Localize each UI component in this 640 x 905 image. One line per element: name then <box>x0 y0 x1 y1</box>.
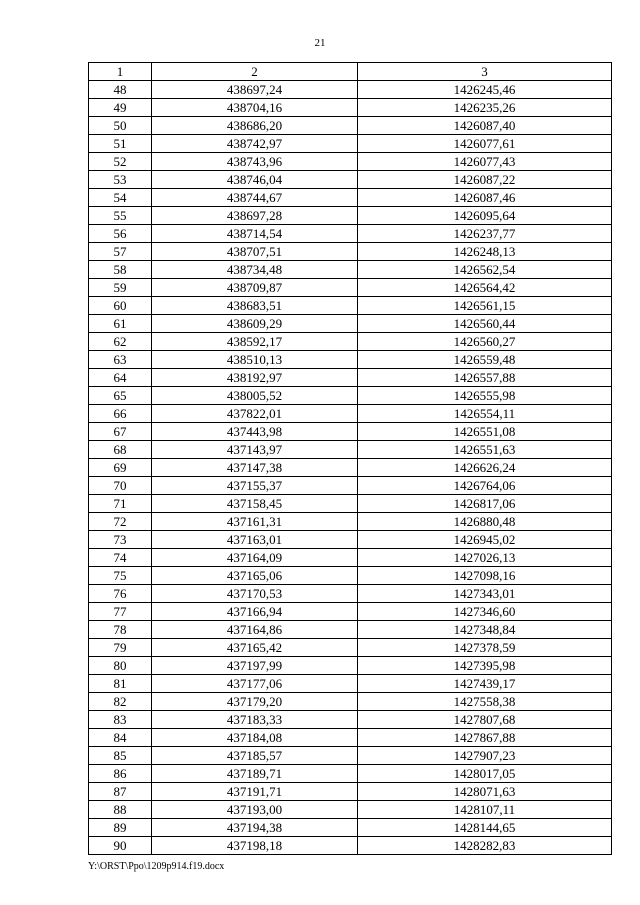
page-number: 21 <box>314 37 326 49</box>
row-number-cell: 52 <box>89 153 152 171</box>
table-row <box>89 477 612 495</box>
table-row <box>89 117 612 135</box>
row-number-cell: 87 <box>89 783 152 801</box>
x-coordinate-cell: 438744,67 <box>152 189 358 207</box>
row-number-cell: 48 <box>89 81 152 99</box>
x-coordinate-cell: 438510,13 <box>152 351 358 369</box>
table-row <box>89 441 612 459</box>
y-coordinate-cell: 1426237,77 <box>358 225 612 243</box>
column-header-3: 3 <box>358 63 612 81</box>
y-coordinate-cell: 1427098,16 <box>358 567 612 585</box>
y-coordinate-cell: 1426561,15 <box>358 297 612 315</box>
y-coordinate-cell: 1426554,11 <box>358 405 612 423</box>
table-row <box>89 693 612 711</box>
row-number-cell: 90 <box>89 837 152 855</box>
row-number-cell: 71 <box>89 495 152 513</box>
y-coordinate-cell: 1426087,22 <box>358 171 612 189</box>
table-row <box>89 819 612 837</box>
table-body <box>89 81 612 855</box>
x-coordinate-cell: 437165,06 <box>152 567 358 585</box>
x-coordinate-cell: 437161,31 <box>152 513 358 531</box>
row-number-cell: 61 <box>89 315 152 333</box>
y-coordinate-cell: 1426764,06 <box>358 477 612 495</box>
row-number-cell: 49 <box>89 99 152 117</box>
x-coordinate-cell: 438005,52 <box>152 387 358 405</box>
x-coordinate-cell: 438743,96 <box>152 153 358 171</box>
row-number-cell: 80 <box>89 657 152 675</box>
y-coordinate-cell: 1427867,88 <box>358 729 612 747</box>
table-row <box>89 243 612 261</box>
x-coordinate-cell: 438697,28 <box>152 207 358 225</box>
y-coordinate-cell: 1426564,42 <box>358 279 612 297</box>
y-coordinate-cell: 1426551,63 <box>358 441 612 459</box>
table-row <box>89 531 612 549</box>
y-coordinate-cell: 1427378,59 <box>358 639 612 657</box>
row-number-cell: 63 <box>89 351 152 369</box>
x-coordinate-cell: 437443,98 <box>152 423 358 441</box>
x-coordinate-cell: 438686,20 <box>152 117 358 135</box>
y-coordinate-cell: 1426626,24 <box>358 459 612 477</box>
row-number-cell: 70 <box>89 477 152 495</box>
x-coordinate-cell: 438704,16 <box>152 99 358 117</box>
table-row <box>89 423 612 441</box>
x-coordinate-cell: 438697,24 <box>152 81 358 99</box>
y-coordinate-cell: 1427558,38 <box>358 693 612 711</box>
x-coordinate-cell: 437198,18 <box>152 837 358 855</box>
x-coordinate-cell: 438707,51 <box>152 243 358 261</box>
y-coordinate-cell: 1426248,13 <box>358 243 612 261</box>
y-coordinate-cell: 1426077,43 <box>358 153 612 171</box>
table-row <box>89 459 612 477</box>
table-row <box>89 513 612 531</box>
y-coordinate-cell: 1426560,27 <box>358 333 612 351</box>
x-coordinate-cell: 437177,06 <box>152 675 358 693</box>
x-coordinate-cell: 437197,99 <box>152 657 358 675</box>
x-coordinate-cell: 437166,94 <box>152 603 358 621</box>
row-number-cell: 86 <box>89 765 152 783</box>
y-coordinate-cell: 1426551,08 <box>358 423 612 441</box>
table-row <box>89 585 612 603</box>
y-coordinate-cell: 1426562,54 <box>358 261 612 279</box>
x-coordinate-cell: 437158,45 <box>152 495 358 513</box>
row-number-cell: 58 <box>89 261 152 279</box>
y-coordinate-cell: 1426817,06 <box>358 495 612 513</box>
table-row <box>89 261 612 279</box>
y-coordinate-cell: 1428282,83 <box>358 837 612 855</box>
row-number-cell: 72 <box>89 513 152 531</box>
y-coordinate-cell: 1426235,26 <box>358 99 612 117</box>
row-number-cell: 66 <box>89 405 152 423</box>
table-header <box>89 63 612 81</box>
y-coordinate-cell: 1428017,05 <box>358 765 612 783</box>
table-row <box>89 333 612 351</box>
table-row <box>89 171 612 189</box>
x-coordinate-cell: 437191,71 <box>152 783 358 801</box>
column-header-2: 2 <box>152 63 358 81</box>
row-number-cell: 59 <box>89 279 152 297</box>
table-row <box>89 279 612 297</box>
y-coordinate-cell: 1427807,68 <box>358 711 612 729</box>
table-row <box>89 225 612 243</box>
table-row <box>89 81 612 99</box>
x-coordinate-cell: 437194,38 <box>152 819 358 837</box>
row-number-cell: 51 <box>89 135 152 153</box>
row-number-cell: 77 <box>89 603 152 621</box>
x-coordinate-cell: 437147,38 <box>152 459 358 477</box>
table-row <box>89 801 612 819</box>
x-coordinate-cell: 437163,01 <box>152 531 358 549</box>
y-coordinate-cell: 1427907,23 <box>358 747 612 765</box>
y-coordinate-cell: 1426555,98 <box>358 387 612 405</box>
table-row <box>89 837 612 855</box>
x-coordinate-cell: 438683,51 <box>152 297 358 315</box>
table-row <box>89 765 612 783</box>
x-coordinate-cell: 438746,04 <box>152 171 358 189</box>
table-row <box>89 153 612 171</box>
row-number-cell: 83 <box>89 711 152 729</box>
x-coordinate-cell: 437143,97 <box>152 441 358 459</box>
table-row <box>89 369 612 387</box>
table-row <box>89 549 612 567</box>
table-row <box>89 567 612 585</box>
row-number-cell: 54 <box>89 189 152 207</box>
y-coordinate-cell: 1427439,17 <box>358 675 612 693</box>
row-number-cell: 55 <box>89 207 152 225</box>
table-row <box>89 495 612 513</box>
y-coordinate-cell: 1428107,11 <box>358 801 612 819</box>
table-row <box>89 657 612 675</box>
x-coordinate-cell: 438734,48 <box>152 261 358 279</box>
x-coordinate-cell: 437164,86 <box>152 621 358 639</box>
y-coordinate-cell: 1428144,65 <box>358 819 612 837</box>
table-header-row <box>89 63 612 81</box>
x-coordinate-cell: 438742,97 <box>152 135 358 153</box>
row-number-cell: 88 <box>89 801 152 819</box>
y-coordinate-cell: 1427026,13 <box>358 549 612 567</box>
table-row <box>89 189 612 207</box>
row-number-cell: 67 <box>89 423 152 441</box>
table-row <box>89 315 612 333</box>
row-number-cell: 76 <box>89 585 152 603</box>
row-number-cell: 56 <box>89 225 152 243</box>
table-row <box>89 621 612 639</box>
table-row <box>89 711 612 729</box>
row-number-cell: 62 <box>89 333 152 351</box>
table-row <box>89 675 612 693</box>
y-coordinate-cell: 1426245,46 <box>358 81 612 99</box>
table-row <box>89 99 612 117</box>
y-coordinate-cell: 1426095,64 <box>358 207 612 225</box>
row-number-cell: 69 <box>89 459 152 477</box>
row-number-cell: 75 <box>89 567 152 585</box>
row-number-cell: 60 <box>89 297 152 315</box>
x-coordinate-cell: 438609,29 <box>152 315 358 333</box>
y-coordinate-cell: 1426557,88 <box>358 369 612 387</box>
x-coordinate-cell: 437179,20 <box>152 693 358 711</box>
table-row <box>89 639 612 657</box>
x-coordinate-cell: 437155,37 <box>152 477 358 495</box>
x-coordinate-cell: 437164,09 <box>152 549 358 567</box>
row-number-cell: 50 <box>89 117 152 135</box>
table-row <box>89 603 612 621</box>
x-coordinate-cell: 437185,57 <box>152 747 358 765</box>
y-coordinate-cell: 1428071,63 <box>358 783 612 801</box>
x-coordinate-cell: 437165,42 <box>152 639 358 657</box>
x-coordinate-cell: 438192,97 <box>152 369 358 387</box>
coordinates-table <box>88 62 612 855</box>
column-header-1: 1 <box>89 63 152 81</box>
row-number-cell: 65 <box>89 387 152 405</box>
y-coordinate-cell: 1426077,61 <box>358 135 612 153</box>
y-coordinate-cell: 1426087,40 <box>358 117 612 135</box>
y-coordinate-cell: 1427348,84 <box>358 621 612 639</box>
row-number-cell: 64 <box>89 369 152 387</box>
x-coordinate-cell: 437193,00 <box>152 801 358 819</box>
footer-file-path: Y:\ORST\Ppo\1209p914.f19.docx <box>88 861 225 872</box>
row-number-cell: 81 <box>89 675 152 693</box>
x-coordinate-cell: 438709,87 <box>152 279 358 297</box>
row-number-cell: 73 <box>89 531 152 549</box>
x-coordinate-cell: 437822,01 <box>152 405 358 423</box>
x-coordinate-cell: 438592,17 <box>152 333 358 351</box>
row-number-cell: 74 <box>89 549 152 567</box>
y-coordinate-cell: 1426945,02 <box>358 531 612 549</box>
table-row <box>89 783 612 801</box>
table-row <box>89 405 612 423</box>
y-coordinate-cell: 1426560,44 <box>358 315 612 333</box>
row-number-cell: 53 <box>89 171 152 189</box>
row-number-cell: 84 <box>89 729 152 747</box>
table-row <box>89 729 612 747</box>
x-coordinate-cell: 437170,53 <box>152 585 358 603</box>
y-coordinate-cell: 1426087,46 <box>358 189 612 207</box>
row-number-cell: 78 <box>89 621 152 639</box>
table-row <box>89 297 612 315</box>
x-coordinate-cell: 437189,71 <box>152 765 358 783</box>
y-coordinate-cell: 1427395,98 <box>358 657 612 675</box>
row-number-cell: 68 <box>89 441 152 459</box>
row-number-cell: 79 <box>89 639 152 657</box>
table-row <box>89 351 612 369</box>
y-coordinate-cell: 1427346,60 <box>358 603 612 621</box>
y-coordinate-cell: 1426880,48 <box>358 513 612 531</box>
x-coordinate-cell: 437184,08 <box>152 729 358 747</box>
y-coordinate-cell: 1427343,01 <box>358 585 612 603</box>
x-coordinate-cell: 438714,54 <box>152 225 358 243</box>
table-row <box>89 387 612 405</box>
row-number-cell: 57 <box>89 243 152 261</box>
table-row <box>89 207 612 225</box>
row-number-cell: 85 <box>89 747 152 765</box>
table-row <box>89 747 612 765</box>
x-coordinate-cell: 437183,33 <box>152 711 358 729</box>
y-coordinate-cell: 1426559,48 <box>358 351 612 369</box>
row-number-cell: 82 <box>89 693 152 711</box>
table-row <box>89 135 612 153</box>
row-number-cell: 89 <box>89 819 152 837</box>
